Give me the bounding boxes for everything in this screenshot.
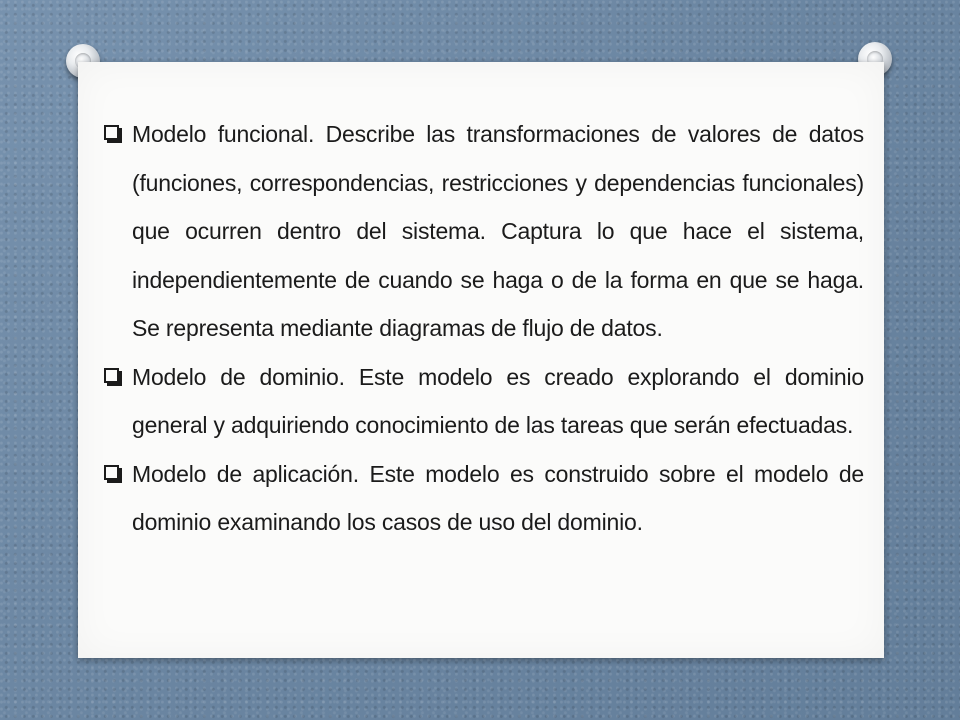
bullet-item-modelo-funcional bbox=[98, 110, 864, 353]
checkbox-bullet-icon bbox=[104, 465, 119, 480]
bullet-item-modelo-de-aplicacion bbox=[98, 450, 864, 547]
bullet-item-modelo-de-dominio bbox=[98, 353, 864, 450]
checkbox-bullet-icon bbox=[104, 368, 119, 383]
bullet-text: Modelo funcional. Describe las transformaciones de valores de datos (funciones, correspondencias, restricciones y dependencias funcionales) que ocurren dentro del sistema. Captura lo que hace el sistema, independientemente de cuando se haga o de la forma en que se haga. Se representa mediante diagramas de flujo de datos. bbox=[132, 121, 864, 341]
bullet-text: Modelo de dominio. Este modelo es creado explorando el dominio general y adquiriendo conocimiento de las tareas que serán efectuadas. bbox=[132, 363, 864, 438]
bullet-list bbox=[98, 110, 864, 547]
checkbox-bullet-icon bbox=[104, 125, 119, 140]
bullet-text: Modelo de aplicación. Este modelo es construido sobre el modelo de dominio examinando los casos de uso del dominio. bbox=[132, 460, 864, 535]
